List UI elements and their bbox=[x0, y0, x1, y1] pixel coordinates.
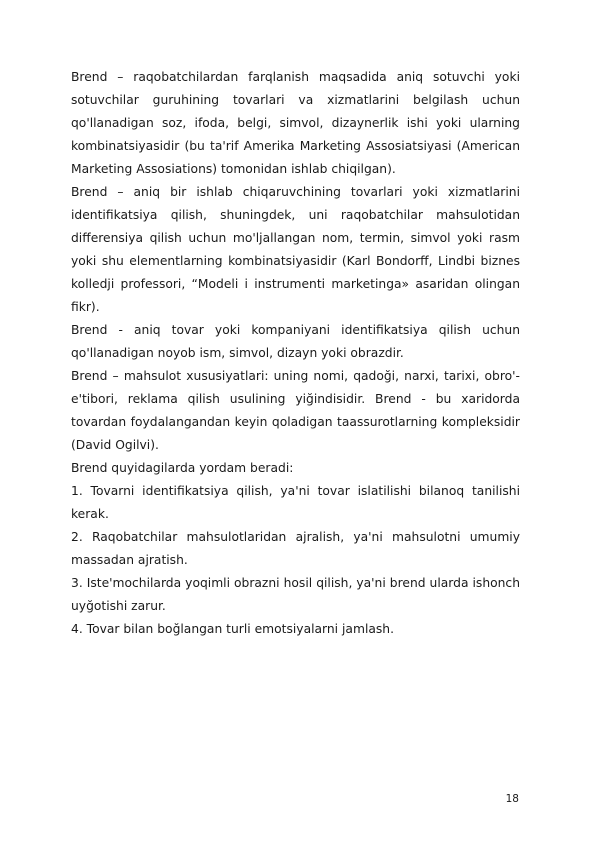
paragraph-brand-definition-ogilvi: Brend – mahsulot xususiyatlari: uning nomi, qadoği, narxi, tarixi, obro'-e'tibori, reklama qilish usulining yiğindisidir. Brend - bu xaridorda tovardan foydalangandan keyin qoladigan taassurotlarning kompleksidir (David Ogilvi). bbox=[71, 369, 520, 452]
list-item-1: 1. Tovarni identifikatsiya qilish, ya'ni tovar islatilishi bilanoq tanilishi kerak. bbox=[71, 484, 520, 521]
list-item-2: 2. Raqobatchilar mahsulotlaridan ajralish, ya'ni mahsulotni umumiy massadan ajratish. bbox=[71, 530, 520, 567]
paragraph-brand-definition-unique: Brend - aniq tovar yoki kompaniyani identifikatsiya qilish uchun qo'llanadigan noyob ism, simvol, dizayn yoki obrazdir. bbox=[71, 323, 520, 360]
body-text bbox=[71, 66, 520, 641]
list-item-4: 4. Tovar bilan boğlangan turli emotsiyalarni jamlash. bbox=[71, 622, 395, 636]
paragraph-brand-definition-ama: Brend – raqobatchilardan farqlanish maqsadida aniq sotuvchi yoki sotuvchilar guruhining tovarlari va xizmatlarini belgilash uchun qo'llanadigan soz, ifoda, belgi, simvol, dizaynerlik ishi yoki ularning kombinatsiyasidir (bu ta'rif Amerika Marketing Assosiatsiyasi (American Marketing Assosiations) tomonidan ishlab chiqilgan). bbox=[71, 70, 520, 176]
paragraph-brand-helps-intro: Brend quyidagilarda yordam beradi: bbox=[71, 461, 294, 475]
page-number: 18 bbox=[505, 793, 519, 805]
paragraph-brand-definition-bondorff: Brend – aniq bir ishlab chiqaruvchining tovarlari yoki xizmatlarini identifikatsiya qilish, shuningdek, uni raqobatchilar mahsulotidan differensiya qilish uchun mo'ljallangan nom, termin, simvol yoki rasm yoki shu elementlarning kombinatsiyasidir (Karl Bondorff, Lindbi biznes kolledji professori, “Modeli i instrumenti marketinga» asaridan olingan fikr). bbox=[71, 185, 520, 314]
list-item-3: 3. Iste'mochilarda yoqimli obrazni hosil qilish, ya'ni brend ularda ishonch uyğotishi zarur. bbox=[71, 576, 520, 613]
